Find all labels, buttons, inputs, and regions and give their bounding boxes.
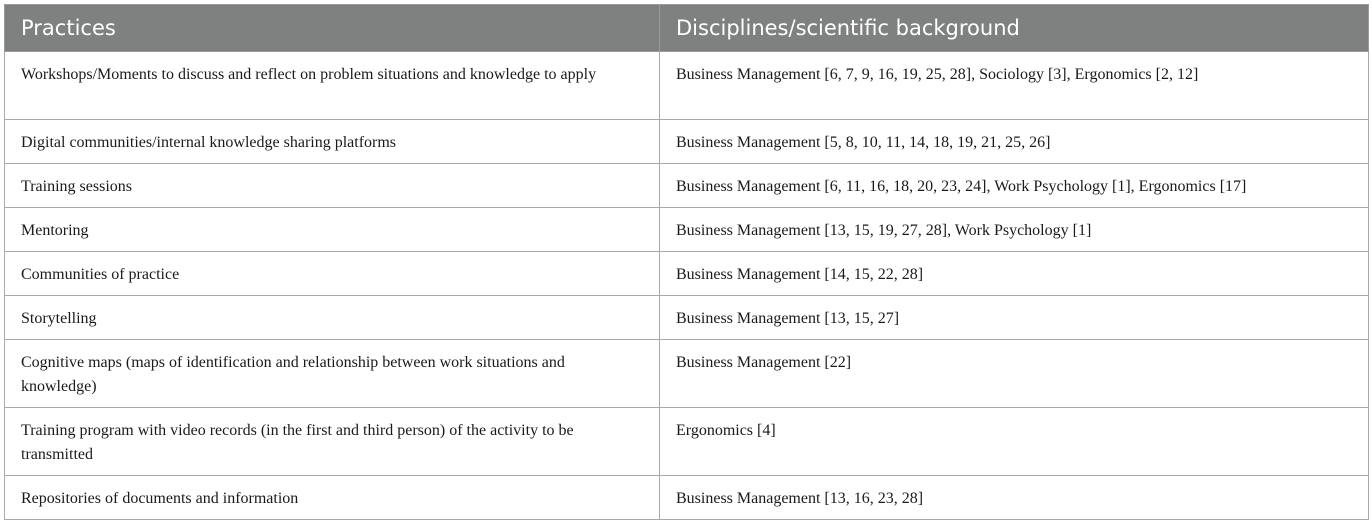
table-row [5,252,1369,296]
practices-table [4,4,1369,520]
table-row [5,408,1369,476]
disciplines-cell: Business Management [22] [660,340,1369,408]
header-disciplines: Disciplines/scientific background [660,5,1369,52]
disciplines-cell: Business Management [6, 7, 9, 16, 19, 25, 28], Sociology [3], Ergonomics [2, 12] [660,52,1369,120]
practice-cell: Mentoring [5,208,660,252]
table-row [5,120,1369,164]
table-row [5,208,1369,252]
practices-table-container [4,4,1368,520]
header-practices: Practices [5,5,660,52]
practice-cell: Cognitive maps (maps of identification and relationship between work situations and knowledge) [5,340,660,408]
practice-cell: Workshops/Moments to discuss and reflect on problem situations and knowledge to apply [5,52,660,120]
disciplines-cell: Ergonomics [4] [660,408,1369,476]
practice-cell: Repositories of documents and information [5,476,660,520]
disciplines-cell: Business Management [13, 15, 19, 27, 28], Work Psychology [1] [660,208,1369,252]
table-row [5,340,1369,408]
practice-cell: Training sessions [5,164,660,208]
disciplines-cell: Business Management [5, 8, 10, 11, 14, 18, 19, 21, 25, 26] [660,120,1369,164]
disciplines-cell: Business Management [6, 11, 16, 18, 20, 23, 24], Work Psychology [1], Ergonomics [17] [660,164,1369,208]
practice-cell: Training program with video records (in the first and third person) of the activity to be transmitted [5,408,660,476]
table-row [5,476,1369,520]
practice-cell: Communities of practice [5,252,660,296]
table-header-row [5,5,1369,52]
disciplines-cell: Business Management [13, 16, 23, 28] [660,476,1369,520]
table-row [5,164,1369,208]
table-row [5,52,1369,120]
table-row [5,296,1369,340]
disciplines-cell: Business Management [14, 15, 22, 28] [660,252,1369,296]
disciplines-cell: Business Management [13, 15, 27] [660,296,1369,340]
practice-cell: Storytelling [5,296,660,340]
practice-cell: Digital communities/internal knowledge sharing platforms [5,120,660,164]
